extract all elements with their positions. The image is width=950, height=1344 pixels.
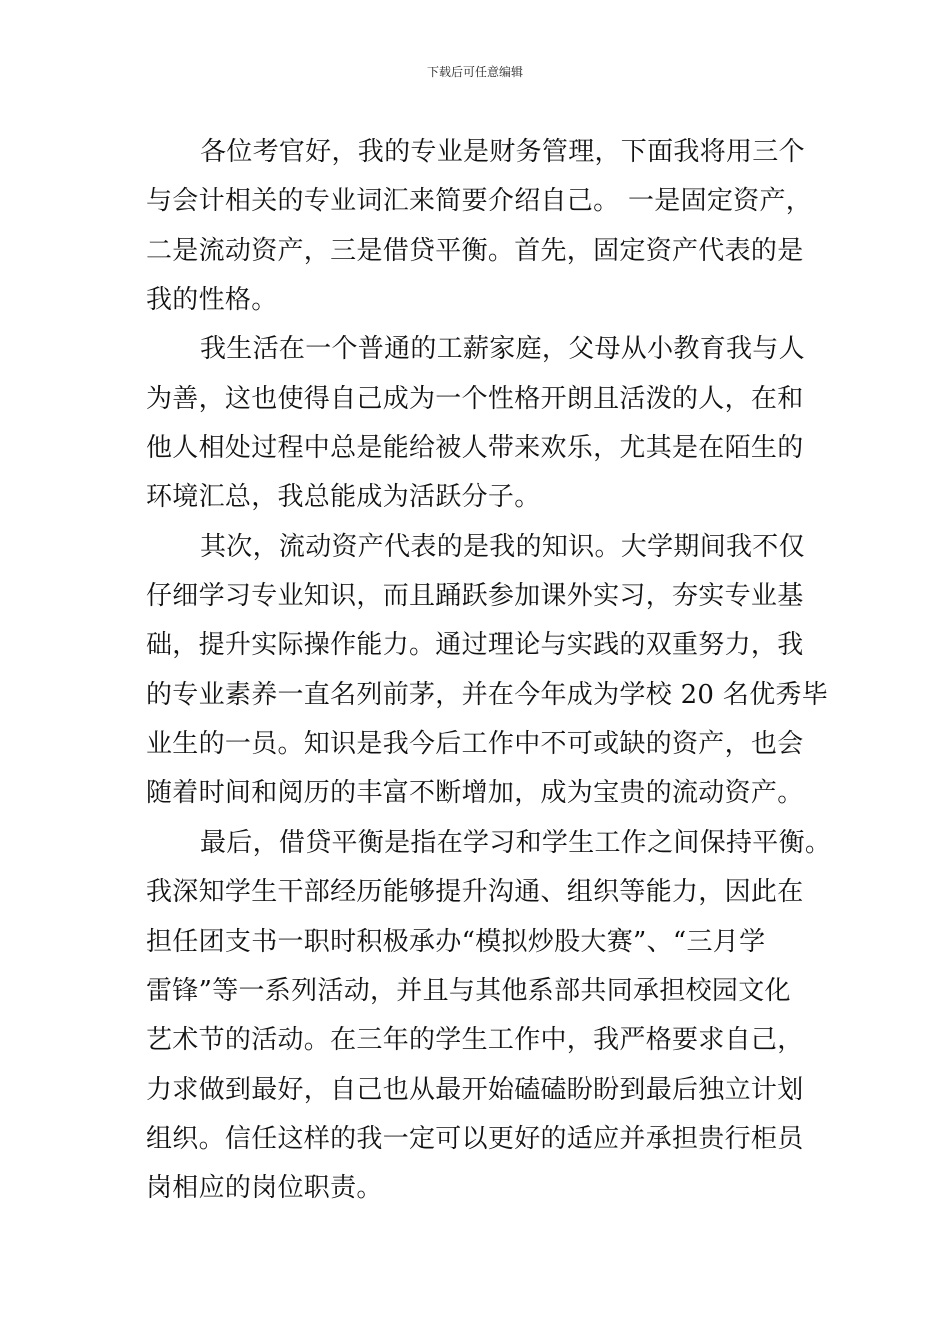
text-line: 他人相处过程中总是能给被人带来欢乐，尤其是在陌生的 (146, 433, 804, 464)
text-line: 最后，借贷平衡是指在学习和学生工作之间保持平衡。 (200, 827, 832, 858)
text-line: 为善，这也使得自己成为一个性格开朗且活泼的人，在和 (146, 383, 804, 414)
text-line: 担任团支书一职时积极承办“模拟炒股大赛”、“三月学 (146, 926, 766, 957)
text-line: 各位考官好，我的专业是财务管理，下面我将用三个 (200, 137, 805, 167)
header-note: 下载后可任意编辑 (426, 65, 523, 79)
text-line: 与会计相关的专业词汇来简要介绍自己。 一是固定资产， (146, 186, 813, 217)
text-line: 随着时间和阅历的丰富不断增加，成为宝贵的流动资产。 (146, 778, 804, 809)
text-line: 业生的一员。知识是我今后工作中不可或缺的资产，也会 (146, 729, 804, 760)
text-line: 力求做到最好，自己也从最开始磕磕盼盼到最后独立计划 (146, 1074, 804, 1105)
paragraph-2 (146, 325, 846, 522)
text-line: 的专业素养一直名列前茅，并在今年成为学校 20 名优秀毕 (146, 679, 829, 710)
text-line: 我的性格。 (146, 285, 278, 316)
text-line: 仔细学习专业知识，而且踊跃参加课外实习，夯实专业基 (146, 581, 804, 612)
text-line: 我深知学生干部经历能够提升沟通、组织等能力，因此在 (146, 877, 804, 908)
paragraph-1 (146, 128, 846, 325)
text-line: 雷锋”等一系列活动，并且与其他系部共同承担校园文化 (146, 975, 791, 1006)
paragraph-4 (146, 819, 846, 1214)
text-line: 其次，流动资产代表的是我的知识。大学期间我不仅 (200, 531, 805, 562)
text-line: 组织。信任这样的我一定可以更好的适应并承担贵行柜员 (146, 1123, 804, 1154)
text-line: 岗相应的岗位职责。 (146, 1173, 383, 1204)
text-line: 础，提升实际操作能力。通过理论与实践的双重努力，我 (146, 630, 804, 661)
text-line: 二是流动资产，三是借贷平衡。首先，固定资产代表的是 (146, 235, 804, 266)
body-text (146, 128, 846, 1214)
paragraph-3 (146, 523, 846, 819)
text-line: 环境汇总，我总能成为活跃分子。 (146, 482, 541, 513)
text-line: 我生活在一个普通的工薪家庭，父母从小教育我与人 (200, 334, 805, 365)
text-line: 艺术节的活动。在三年的学生工作中，我严格要求自己， (146, 1025, 804, 1056)
